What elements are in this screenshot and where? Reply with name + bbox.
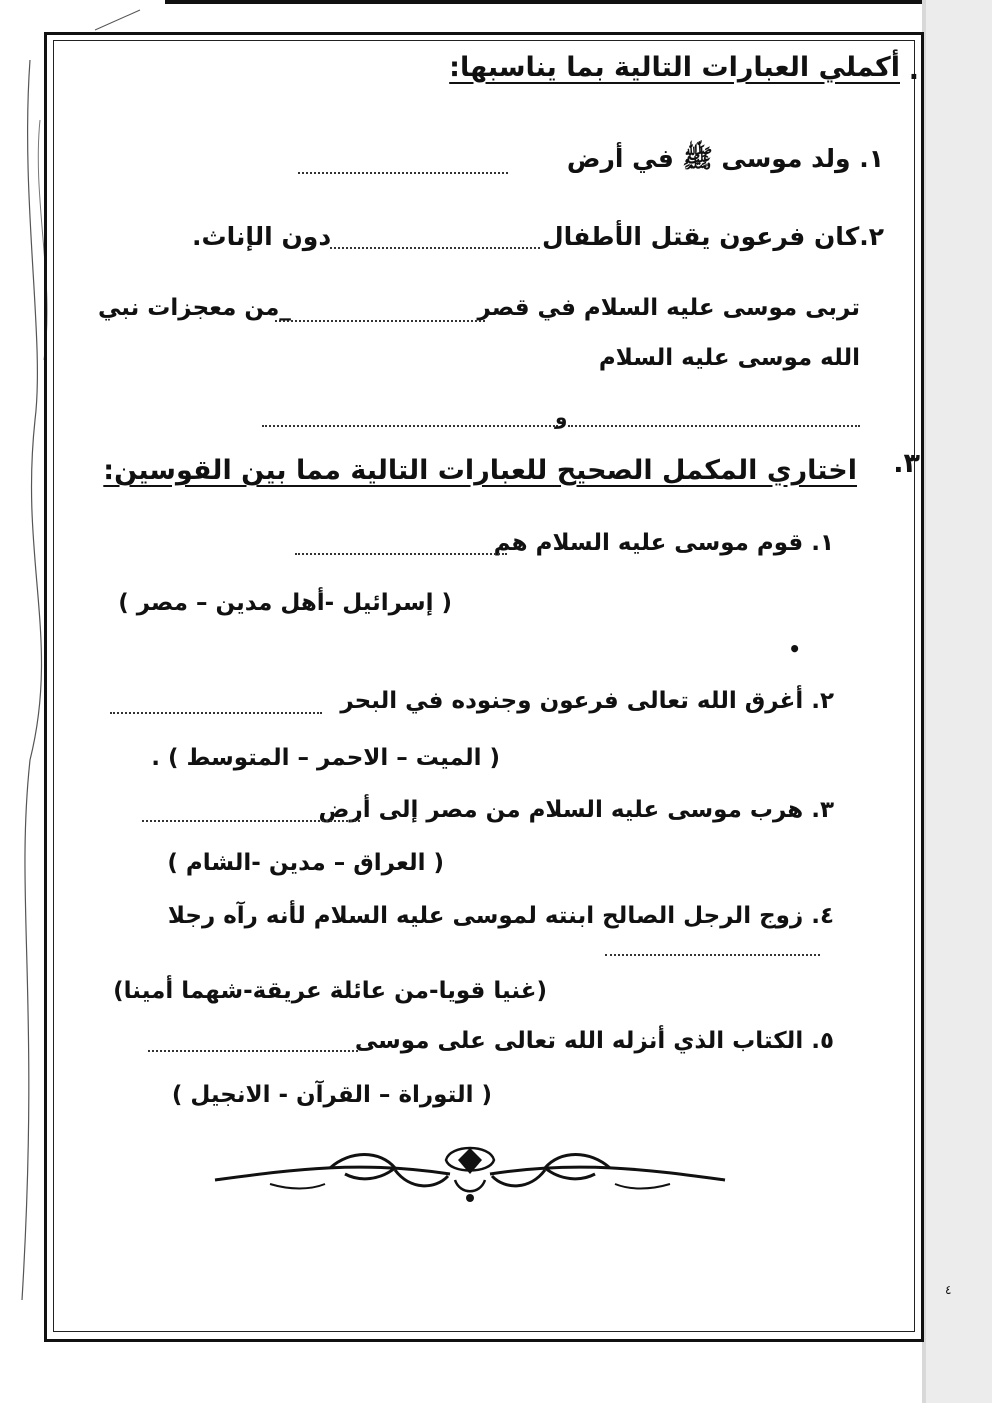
question5-choices: ( التوراة – القرآن - الانجيل ) [171, 1082, 492, 1108]
question1-blank[interactable] [295, 553, 507, 555]
item2-blank[interactable] [330, 247, 540, 249]
item3-line2: الله موسى عليه السلام [598, 345, 860, 371]
question5-text: ٥. الكتاب الذي أنزله الله تعالى على موسى [354, 1028, 834, 1054]
section2-number: ٣. [893, 448, 920, 479]
question1-text: ١. قوم موسى عليه السلام هم [493, 530, 834, 556]
item3-text-a: تربى موسى عليه السلام في قصر [477, 295, 860, 321]
item2-text: ٢.كان فرعون يقتل الأطفال [541, 222, 884, 251]
item3-blank-b[interactable] [262, 425, 558, 427]
page-number: ٤ [945, 1283, 952, 1297]
item3-connector: و [555, 405, 568, 429]
question2-choices: ( الميت – الاحمر – المتوسط ) . [151, 745, 500, 771]
question1-choices: ( إسرائيل -أهل مدين – مصر ) [118, 590, 452, 616]
question2-text: ٢. أغرق الله تعالى فرعون وجنوده في البحر [340, 688, 834, 714]
section1-title: أكملي العبارات التالية بما يناسبها: [449, 52, 900, 83]
item2-suffix: دون الإناث. [192, 222, 332, 251]
question3-blank[interactable] [142, 820, 360, 822]
item3-blank-a[interactable] [275, 320, 485, 322]
bullet-dot: • [788, 637, 802, 661]
question4-text: ٤. زوج الرجل الصالح ابنته لموسى عليه السلام لأنه رآه رجلا [167, 903, 834, 929]
question4-blank[interactable] [605, 954, 820, 956]
question3-choices: ( العراق – مدين -الشام ) [167, 850, 444, 876]
item3-text-b: _من معجزات نبي [98, 295, 291, 321]
item1-text: ١. ولد موسى ﷺ في أرض [566, 144, 884, 173]
question3-text: ٣. هرب موسى عليه السلام من مصر إلى أرض [318, 797, 834, 823]
question2-blank[interactable] [110, 712, 322, 714]
question4-choices: (غنيا قويا-من عائلة عريقة-شهما أمينا) [113, 978, 547, 1004]
item1-blank[interactable] [298, 172, 508, 174]
decorative-divider [210, 1140, 730, 1210]
section1-prefix: . [908, 55, 920, 86]
question5-blank[interactable] [148, 1050, 358, 1052]
item3-blank-c[interactable] [568, 425, 860, 427]
section2-title: اختاري المكمل الصحيح للعبارات التالية مما بين القوسين: [103, 455, 857, 486]
